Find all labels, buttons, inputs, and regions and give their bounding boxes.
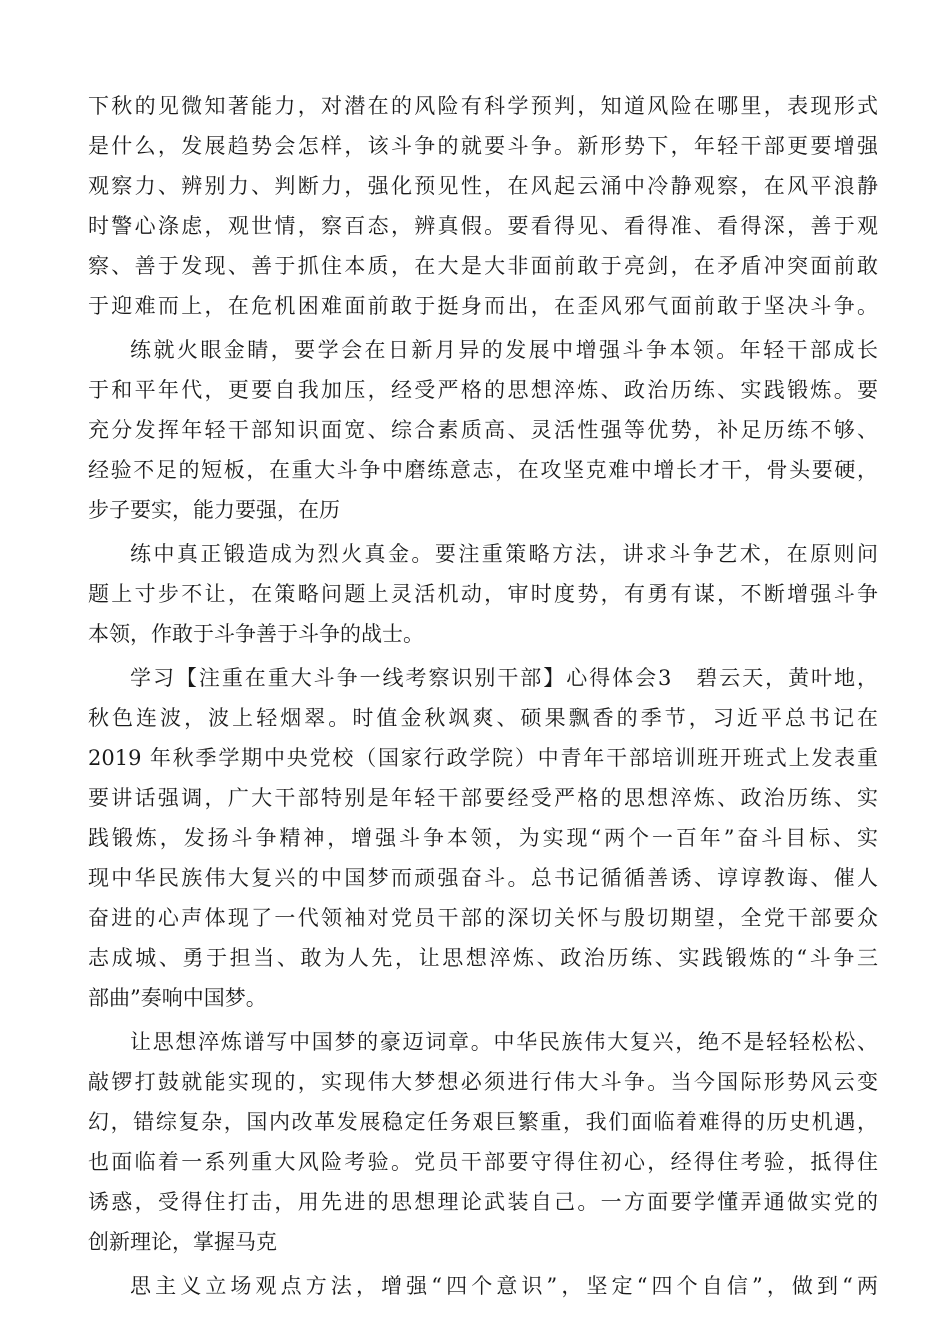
- text-line: 下秋的见微知著能力，对潜在的风险有科学预判，知道风险在哪里，表现形式: [88, 94, 878, 118]
- text-line: 时警心涤虑，观世情，察百态，辨真假。要看得见、看得准、看得深，善于观: [88, 214, 878, 238]
- text-line: 奋进的心声体现了一代领袖对党员干部的深切关怀与殷切期望，全党干部要众: [88, 906, 878, 930]
- text-line: 部曲”奏响中国梦。: [88, 986, 267, 1010]
- text-line: 也面临着一系列重大风险考验。党员干部要守得住初心，经得住考验，抵得住: [88, 1150, 878, 1174]
- paragraph-first-line: 练中真正锻造成为烈火真金。要注重策略方法，讲求斗争艺术，在原则问: [130, 542, 878, 566]
- text-line: 经验不足的短板，在重大斗争中磨练意志，在攻坚克难中增长才干，骨头要硬，: [88, 458, 878, 482]
- text-line: 题上寸步不让，在策略问题上灵活机动，审时度势，有勇有谋，不断增强斗争: [88, 582, 878, 606]
- text-line: 践锻炼，发扬斗争精神，增强斗争本领，为实现“两个一百年”奋斗目标、实: [88, 826, 878, 850]
- text-line: 幻，错综复杂，国内改革发展稳定任务艰巨繁重，我们面临着难得的历史机遇，: [88, 1110, 878, 1134]
- text-line: 察、善于发现、善于抓住本质，在大是大非面前敢于亮剑，在矛盾冲突面前敢: [88, 254, 878, 278]
- paragraph-first-line: 思主义立场观点方法，增强“四个意识”，坚定“四个自信”，做到“两: [130, 1274, 878, 1298]
- paragraph-first-line: 练就火眼金睛，要学会在日新月异的发展中增强斗争本领。年轻干部成长: [130, 338, 878, 362]
- text-line: 本领，作敢于斗争善于斗争的战士。: [88, 622, 424, 646]
- text-line: 于和平年代，更要自我加压，经受严格的思想淬炼、政治历练、实践锻炼。要: [88, 378, 878, 402]
- text-line: 充分发挥年轻干部知识面宽、综合素质高、灵活性强等优势，补足历练不够、: [88, 418, 878, 442]
- text-line: 志成城、勇于担当、敢为人先，让思想淬炼、政治历练、实践锻炼的“斗争三: [88, 946, 878, 970]
- paragraph-first-line: 让思想淬炼谱写中国梦的豪迈词章。中华民族伟大复兴，绝不是轻轻松松、: [130, 1030, 878, 1054]
- text-line: 现中华民族伟大复兴的中国梦而顽强奋斗。总书记循循善诱、谆谆教诲、催人: [88, 866, 878, 890]
- text-line: 敲锣打鼓就能实现的，实现伟大梦想必须进行伟大斗争。当今国际形势风云变: [88, 1070, 878, 1094]
- text-line: 是什么，发展趋势会怎样，该斗争的就要斗争。新形势下，年轻干部更要增强: [88, 134, 878, 158]
- paragraph-first-line: 学习【注重在重大斗争一线考察识别干部】心得体会3 碧云天，黄叶地，: [130, 666, 878, 690]
- text-line: 创新理论，掌握马克: [88, 1230, 277, 1254]
- text-line: 观察力、辨别力、判断力，强化预见性，在风起云涌中冷静观察，在风平浪静: [88, 174, 878, 198]
- text-line: 步子要实，能力要强，在历: [88, 498, 340, 522]
- text-line: 秋色连波，波上轻烟翠。时值金秋飒爽、硕果飘香的季节，习近平总书记在: [88, 706, 878, 730]
- text-line: 2019 年秋季学期中央党校（国家行政学院）中青年干部培训班开班式上发表重: [88, 746, 878, 770]
- text-line: 于迎难而上，在危机困难面前敢于挺身而出，在歪风邪气面前敢于坚决斗争。: [88, 294, 878, 318]
- text-line: 诱惑，受得住打击，用先进的思想理论武装自己。一方面要学懂弄通做实党的: [88, 1190, 878, 1214]
- text-line: 要讲话强调，广大干部特别是年轻干部要经受严格的思想淬炼、政治历练、实: [88, 786, 878, 810]
